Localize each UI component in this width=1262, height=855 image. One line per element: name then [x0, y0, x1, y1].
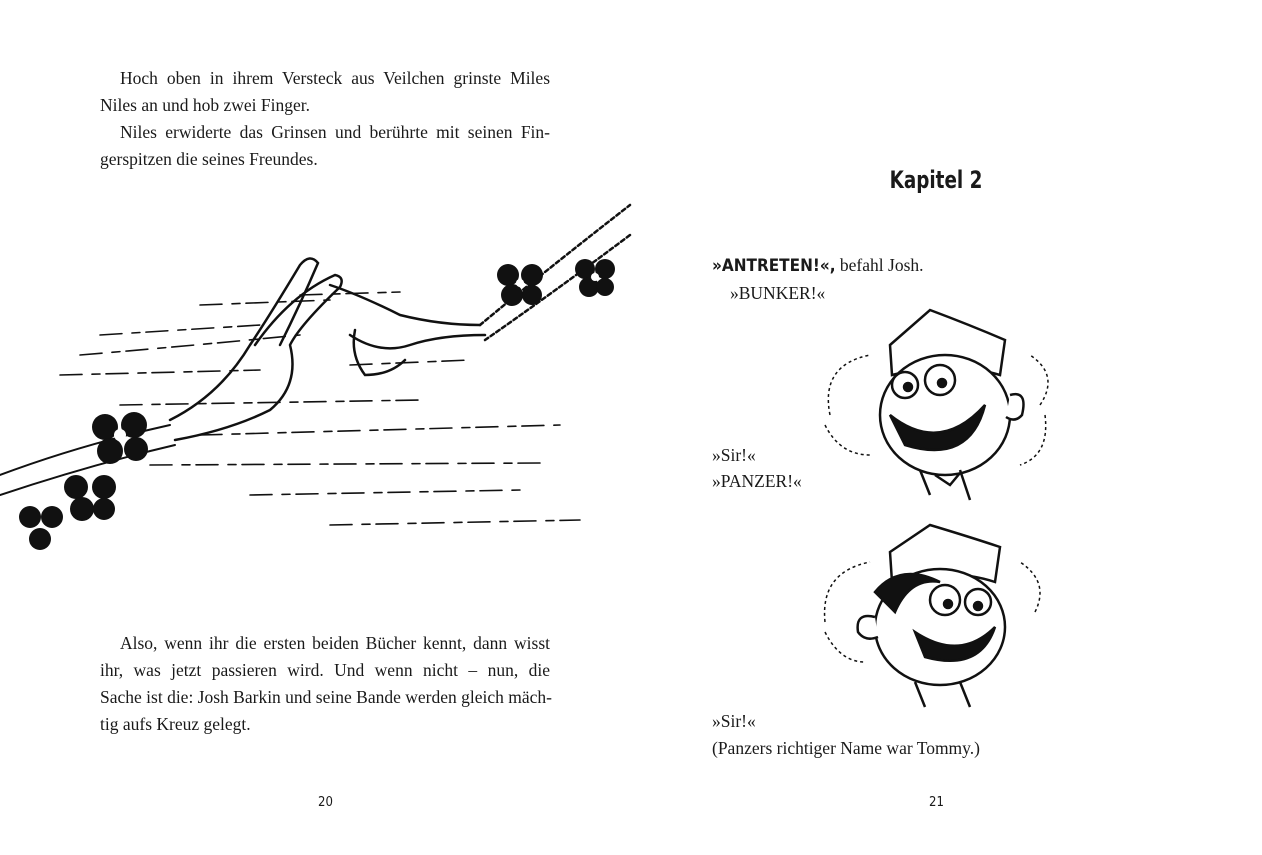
narration-line: (Panzers richtiger Name war Tommy.) [712, 738, 980, 758]
dialogue-line: »Sir!« [712, 445, 756, 465]
dialogue-line [712, 252, 924, 280]
panzer-portrait-illustration [810, 522, 1060, 712]
text-line: Niles an und hob zwei Finger. [100, 95, 310, 115]
page-number: 21 [929, 795, 944, 810]
text-line: Hoch oben in ihrem Versteck aus Veilchen grinste Miles [120, 68, 550, 88]
text-line: ihr, was jetzt passieren wird. Und wenn nicht – nun, die [100, 660, 550, 680]
dialogue-line: »PANZER!« [712, 471, 802, 491]
text-line: Also, wenn ihr die ersten beiden Bücher kennt, dann wisst [120, 633, 550, 653]
text-line: gerspitzen die seines Freundes. [100, 149, 318, 169]
shout-text: »ANTRETEN!«, [712, 256, 836, 276]
dialogue-line: »BUNKER!« [730, 283, 826, 303]
text-line: Sache ist die: Josh Barkin und seine Bande werden gleich mäch- [100, 687, 552, 707]
speech-tag: befahl Josh. [835, 255, 924, 275]
page-number: 20 [318, 795, 333, 810]
chapter-title: Kapitel 2 [889, 166, 983, 194]
dialogue-line: »Sir!« [712, 711, 756, 731]
hands-illustration [0, 195, 640, 575]
bunker-portrait-illustration [810, 305, 1070, 505]
text-line: tig aufs Kreuz gelegt. [100, 714, 251, 734]
text-line: Niles erwiderte das Grinsen und berührte mit seinen Fin- [120, 122, 550, 142]
